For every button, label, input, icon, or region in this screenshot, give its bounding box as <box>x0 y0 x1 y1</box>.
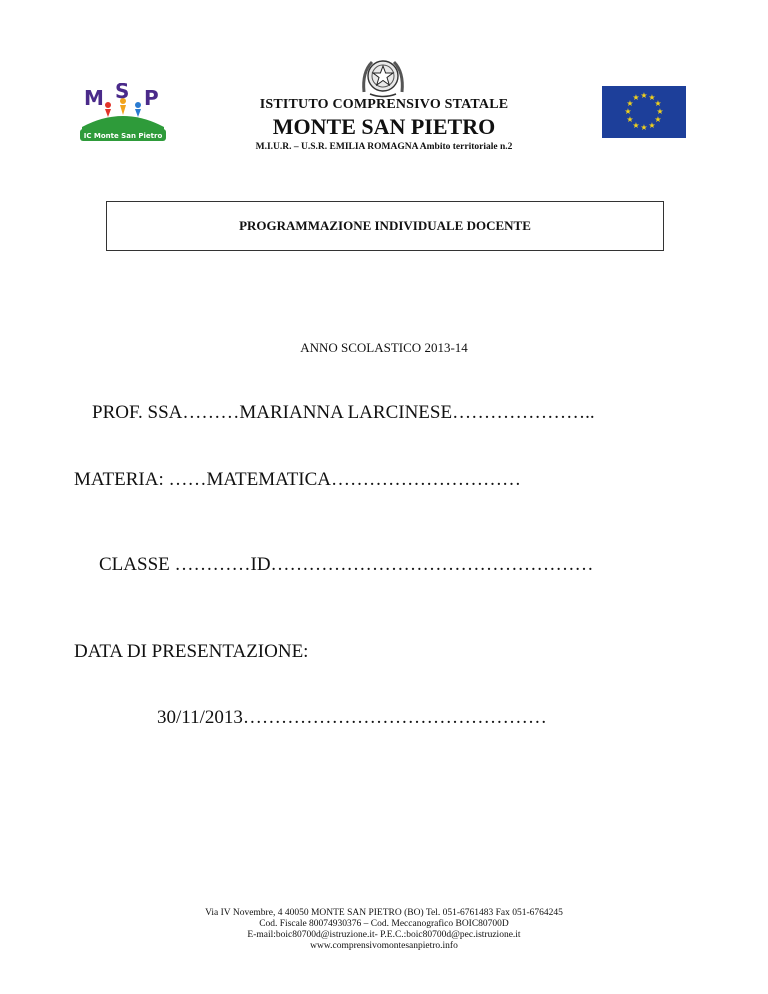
footer-codes: Cod. Fiscale 80074930376 – Cod. Meccanografico BOIC80700D <box>259 919 509 929</box>
svg-text:★: ★ <box>648 93 656 102</box>
svg-text:★: ★ <box>648 121 656 130</box>
class-field: CLASSE …………ID…………………………………………… <box>99 554 594 575</box>
logo-letter-p: P <box>144 86 159 110</box>
footer-emails: E-mail:boic80700d@istruzione.it- P.E.C.:boic80700d@pec.istruzione.it <box>247 930 521 940</box>
footer-website: www.comprensivomontesanpietro.info <box>310 941 458 951</box>
document-title: PROGRAMMAZIONE INDIVIDUALE DOCENTE <box>239 218 531 233</box>
document-title-box <box>106 201 664 251</box>
logo-letter-s: S <box>115 83 130 103</box>
footer-address: Via IV Novembre, 4 40050 MONTE SAN PIETRO (BO) Tel. 051-6761483 Fax 051-6764245 <box>205 908 563 918</box>
teacher-field: PROF. SSA………MARIANNA LARCINESE………………….. <box>92 402 595 423</box>
school-year: ANNO SCOLASTICO 2013-14 <box>300 340 468 355</box>
republic-emblem-icon <box>358 52 408 100</box>
logo-subtitle: IC Monte San Pietro <box>83 132 163 140</box>
institute-name: MONTE SAN PIETRO <box>272 114 496 139</box>
svg-text:★: ★ <box>624 107 632 116</box>
svg-text:★: ★ <box>632 93 640 102</box>
svg-text:★: ★ <box>640 91 648 100</box>
presentation-date-label: DATA DI PRESENTAZIONE: <box>74 641 309 662</box>
svg-text:★: ★ <box>656 107 664 116</box>
svg-text:★: ★ <box>640 123 648 132</box>
svg-text:★: ★ <box>654 99 662 108</box>
ministry-line: M.I.U.R. – U.S.R. EMILIA ROMAGNA Ambito territoriale n.2 <box>255 142 513 152</box>
svg-text:★: ★ <box>654 115 662 124</box>
footer <box>0 908 768 952</box>
institute-type: ISTITUTO COMPRENSIVO STATALE <box>259 97 509 112</box>
svg-text:★: ★ <box>632 121 640 130</box>
presentation-date-value: 30/11/2013………………………………………… <box>157 707 547 728</box>
svg-text:★: ★ <box>626 115 634 124</box>
logo-letter-m: M <box>84 86 104 110</box>
subject-field: MATERIA: ……MATEMATICA………………………… <box>74 469 522 490</box>
svg-text:★: ★ <box>626 99 634 108</box>
